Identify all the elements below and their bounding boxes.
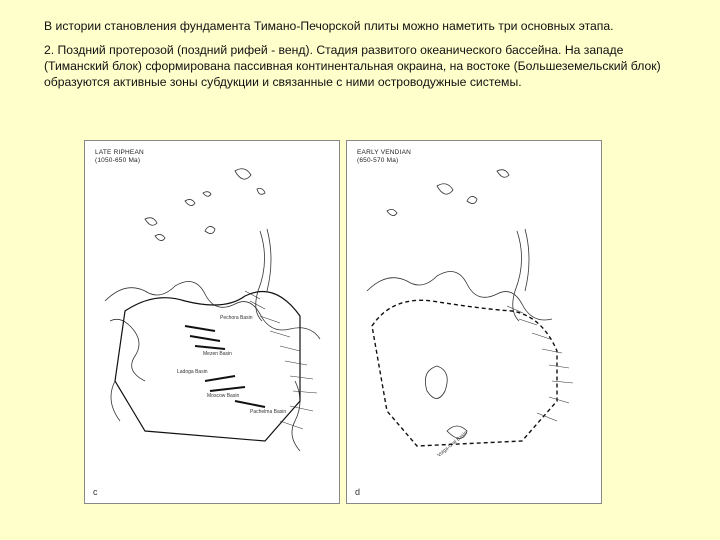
map-drawing: [347, 141, 603, 505]
basin-label-volga-ural: Volga-Ural Basin: [436, 429, 469, 459]
paragraph-intro: В истории становления фундамента Тимано-Печорской плиты можно наметить три основных этапа.: [44, 19, 614, 33]
basin-label-moscow: Moscow Basin: [207, 393, 240, 399]
map-drawing: [85, 141, 341, 505]
basin-label-pechora: Pechora Basin: [220, 315, 253, 321]
text-block: [44, 18, 684, 98]
paragraph-stage-2: 2. Поздний протерозой (поздний рифей - венд). Стадия развитого океанического бассейна. На западе (Тиманский блок) сформирована пассивная континентальная окраина, на востоке (Большеземельский блок) образуются активные зоны субдукции и связанные с ними островодужные системы.: [44, 43, 661, 89]
map-early-vendian: [346, 140, 602, 504]
map-title: [357, 149, 411, 165]
map-late-riphean: [84, 140, 340, 504]
map-period: EARLY VENDIAN: [357, 149, 412, 156]
map-letter: d: [355, 487, 361, 497]
map-title: [95, 149, 144, 165]
basin-label-mezen: Mezen Basin: [203, 351, 232, 357]
map-age: (1050-650 Ma): [95, 157, 141, 164]
basin-label-pachelma: Pachelma Basin: [250, 409, 287, 415]
map-period: LATE RIPHEAN: [95, 149, 144, 156]
map-letter: c: [93, 487, 98, 497]
basin-label-ladoga: Ladoga Basin: [177, 369, 208, 375]
map-age: (650-570 Ma): [357, 157, 399, 164]
